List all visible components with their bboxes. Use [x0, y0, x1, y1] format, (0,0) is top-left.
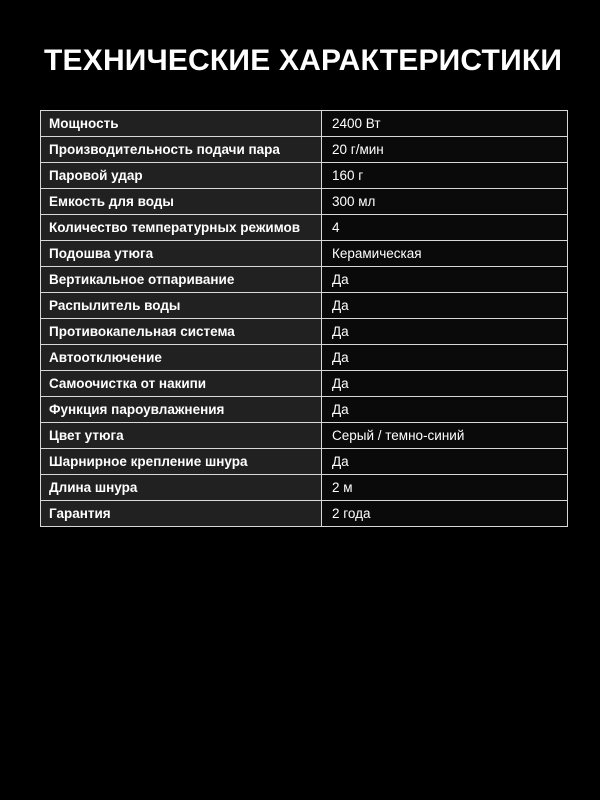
spec-value: 2 м	[322, 475, 568, 501]
spec-label: Самоочистка от накипи	[41, 371, 322, 397]
spec-label: Шарнирное крепление шнура	[41, 449, 322, 475]
table-row	[41, 345, 568, 371]
spec-value: 300 мл	[322, 189, 568, 215]
table-row	[41, 449, 568, 475]
spec-value: Серый / темно-синий	[322, 423, 568, 449]
table-row	[41, 189, 568, 215]
spec-value: 4	[322, 215, 568, 241]
spec-label: Мощность	[41, 111, 322, 137]
spec-label: Подошва утюга	[41, 241, 322, 267]
table-row	[41, 397, 568, 423]
spec-value: Да	[322, 293, 568, 319]
specs-table	[40, 110, 568, 527]
spec-value: Да	[322, 397, 568, 423]
spec-value: Да	[322, 371, 568, 397]
table-row	[41, 293, 568, 319]
spec-label: Цвет утюга	[41, 423, 322, 449]
spec-value: 2400 Вт	[322, 111, 568, 137]
spec-value: 160 г	[322, 163, 568, 189]
spec-value: Да	[322, 345, 568, 371]
table-row	[41, 111, 568, 137]
table-row	[41, 423, 568, 449]
spec-label: Гарантия	[41, 501, 322, 527]
spec-label: Противокапельная система	[41, 319, 322, 345]
spec-label: Автоотключение	[41, 345, 322, 371]
table-row	[41, 163, 568, 189]
spec-value: Да	[322, 449, 568, 475]
spec-label: Вертикальное отпаривание	[41, 267, 322, 293]
spec-label: Паровой удар	[41, 163, 322, 189]
spec-value: Да	[322, 267, 568, 293]
table-row	[41, 267, 568, 293]
table-row	[41, 501, 568, 527]
spec-value: 20 г/мин	[322, 137, 568, 163]
table-row	[41, 137, 568, 163]
spec-label: Длина шнура	[41, 475, 322, 501]
table-row	[41, 475, 568, 501]
table-row	[41, 371, 568, 397]
spec-label: Количество температурных режимов	[41, 215, 322, 241]
spec-label: Распылитель воды	[41, 293, 322, 319]
table-row	[41, 241, 568, 267]
spec-value: Керамическая	[322, 241, 568, 267]
spec-label: Производительность подачи пара	[41, 137, 322, 163]
spec-value: Да	[322, 319, 568, 345]
spec-value: 2 года	[322, 501, 568, 527]
page-title: ТЕХНИЧЕСКИЕ ХАРАКТЕРИСТИКИ	[44, 44, 563, 77]
spec-label: Емкость для воды	[41, 189, 322, 215]
table-row	[41, 215, 568, 241]
table-row	[41, 319, 568, 345]
spec-label: Функция пароувлажнения	[41, 397, 322, 423]
